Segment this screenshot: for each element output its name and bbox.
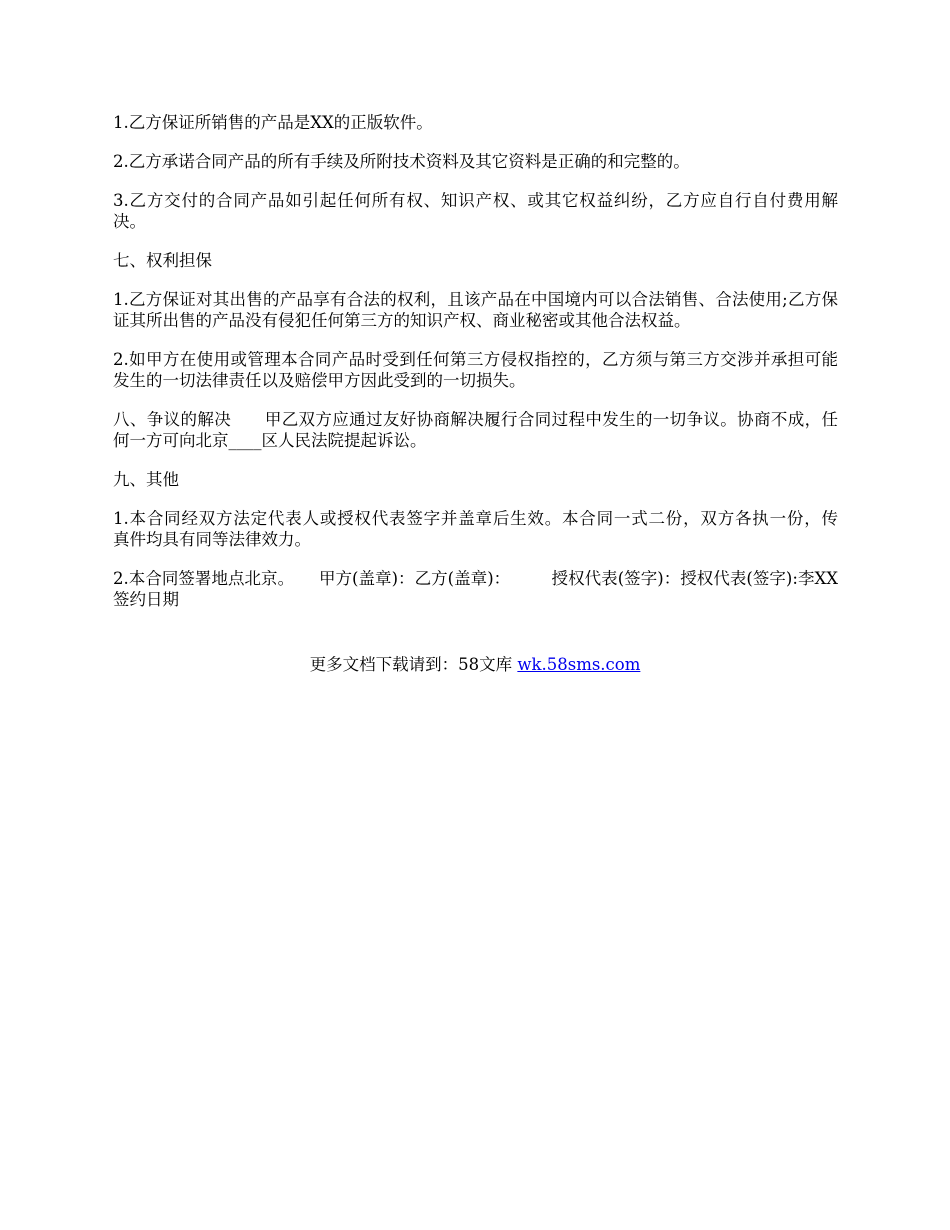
paragraph-rights-infringement: 2.如甲方在使用或管理本合同产品时受到任何第三方侵权指控的，乙方须与第三方交涉并承担可能发生的一切法律责任以及赔偿甲方因此受到的一切损失。	[113, 350, 838, 390]
document-body	[113, 112, 871, 628]
paragraph-rights-legal: 1.乙方保证对其出售的产品享有合法的权利，且该产品在中国境内可以合法销售、合法使用;乙方保证其所出售的产品没有侵犯任何第三方的知识产权、商业秘密或其他合法权益。	[113, 290, 838, 330]
paragraph-warranty-complete: 2.乙方承诺合同产品的所有手续及所附技术资料及其它资料是正确的和完整的。	[113, 152, 690, 171]
section-heading-rights-guarantee: 七、权利担保	[113, 251, 212, 270]
section-dispute-resolution: 八、争议的解决 甲乙双方应通过友好协商解决履行合同过程中发生的一切争议。协商不成，任何一方可向北京____区人民法院提起诉讼。	[113, 410, 838, 450]
section-heading-other: 九、其他	[113, 470, 179, 489]
paragraph-warranty-disputes: 3.乙方交付的合同产品如引起任何所有权、知识产权、或其它权益纠纷，乙方应自行自付费用解决。	[113, 191, 838, 231]
paragraph-warranty-genuine: 1.乙方保证所销售的产品是XX的正版软件。	[113, 113, 433, 132]
footer-link[interactable]: wk.58sms.com	[517, 655, 641, 674]
download-footer	[0, 654, 950, 675]
footer-text: 更多文档下载请到：58文库	[309, 655, 518, 674]
paragraph-other-signing: 2.本合同签署地点北京。 甲方(盖章)：乙方(盖章)： 授权代表(签字)：授权代表(签字):李XX 签约日期	[113, 569, 871, 609]
paragraph-other-effect: 1.本合同经双方法定代表人或授权代表签字并盖章后生效。本合同一式二份，双方各执一份，传 真件均具有同等法律效力。	[113, 509, 871, 549]
